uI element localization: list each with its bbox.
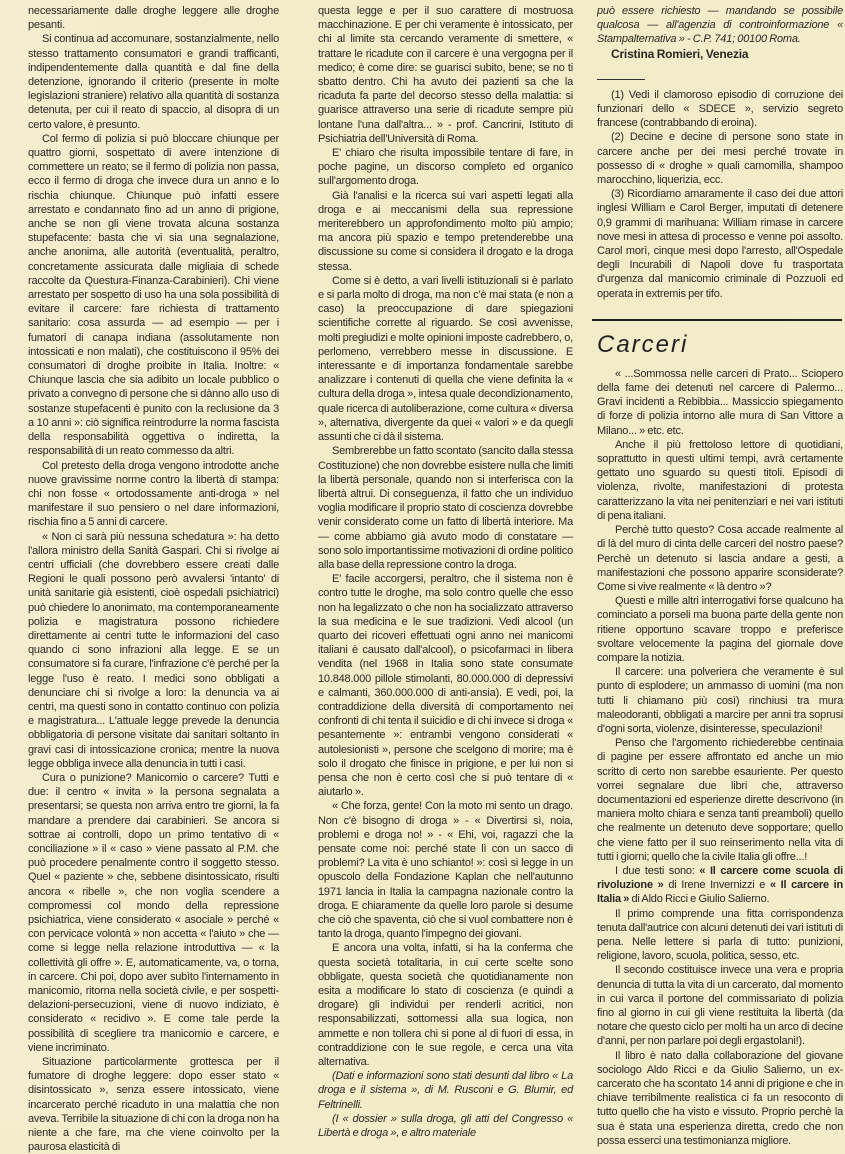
- column-2: [318, 4, 573, 1140]
- footnote-divider: [597, 79, 645, 80]
- paragraph: Anche il più frettoloso lettore di quotidiani, soprattutto in questi ultimi tempi, avrà certamente gettato uno sguardo su questi titoli. Episodi di violenza, rivolte, manifestazioni di protesta caratterizzano la vita nei penitenziari e nei vari istituti di pena italiani.: [597, 438, 843, 522]
- paragraph: necessariamente dalle droghe leggere alle droghe pesanti.: [28, 5, 279, 32]
- paragraph: Col pretesto della droga vengono introdotte anche nuove gravissime norme contro la libertà di stampa: chi non fosse « ortodossamente anti-droga » nel manifestare il suo pensiero o nel dare informazioni, rischia fino a 5 anni di carcere.: [28, 459, 279, 529]
- paragraph: Già l'analisi e la ricerca sui vari aspetti legati alla droga e ai meccanismi della sua repressione meriterebbero un approfondimento molto più ampio; ma ancora più spazio e tempo pretenderebbe una discussione su come si considera il drogato e la droga stessa.: [318, 189, 573, 273]
- paragraph: Penso che l'argomento richiederebbe centinaia di pagine per essere affrontato ed anche un mio scritto di certo non sarebbe esauriente. Per questo vorrei segnalare due libri che, attraverso documentazioni ed esperienze dirette descrivono (in maniera molto chiara e senza tanti preamboli) quello che realmente un detenuto deve sopportare; quello che viene fatto per il suo reinserimento nella vita di tutti i giorni; quello che la civile Italia gli offre...!: [597, 737, 843, 863]
- book-author: di Irene Invernizzi e: [668, 879, 766, 892]
- section-divider: [592, 319, 842, 321]
- source-note-end: può essere richiesto — mandando se possibile qualcosa — all'agenzia di controinformazione « Stampalternativa » - C.P. 741; 00100 Roma.: [597, 5, 843, 46]
- paragraph: Cura o punizione? Manicomio o carcere? Tutti e due: il centro « invita » la persona segnalata a presentarsi; se questa non arriva entro tre giorni, la fa mandare a prendere dai carabinieri. Se ancora si sottrae ai controlli, dopo un primo tentativo di « conciliazione » il « caso » viene passato al P.M. che può procedere penalmente contro il soggetto stesso. Quel « paziente » che, sebbene disintossicato, risulti ancora « ribelle », che non voglia scendere a compromessi col mondo della repressione psichiatrica, viene considerato « asociale » perché « con pervicace volontà » non accetta « l'aiuto » che — come si legge nella relazione introduttiva — « la collettività gli offre ». E, automaticamente, va, o torna, in carcere. Chi poi, dopo aver subìto l'internamento in manicomio, ritorna nella società civile, e per sospetti-delazioni-persecuzioni, viene di nuovo indiziato, è considerato « recidivo ». E come tale perde la possibilità di scegliere tra manicomio e carcere, e viene incriminato.: [28, 771, 279, 1054]
- footnote: (1) Vedi il clamoroso episodio di corruzione dei funzionari dello « SDECE », servizio segreto francese (contrabbando di eroina).: [597, 88, 843, 130]
- paragraph: Il primo comprende una fitta corrispondenza tenuta dall'autrice con alcuni detenuti dei vari istituti di pena. Nelle lettere si parla di tutto: punizioni, religione, lavoro, scuola, politica, sesso, etc.: [597, 907, 843, 963]
- carceri-article: [597, 367, 843, 1148]
- paragraph: questa legge e per il suo carattere di mostruosa macchinazione. E per chi veramente è intossicato, per chi al limite sta cercando veramente di smettere, « trattare le ricadute con il carcere è una vergogna per il medico; è come dire: se guarisci subito, bene; se no ti sbatto dentro. Chi ha avuto dei pazienti sa che la ricaduta fa parte del decorso stesso della malattia: si guarisce attraverso una serie di ricadute sempre più lontane l'una dall'altra... » - prof. Cancrini, Istituto di Psichiatria dell'Università di Roma.: [318, 5, 573, 145]
- book-author: di Aldo Ricci e Giulio Salierno.: [631, 893, 770, 906]
- book-title: « Il carcere come scuola di rivoluzione »: [597, 864, 844, 892]
- paragraph: Questi e mille altri interrogativi forse qualcuno ha cominciato a porseli ma buona parte della gente non ritiene opportuno scavare troppo e preferisce svoltare velocemente la pagina del giornale dove compare la notizia.: [597, 595, 843, 664]
- books-intro: I due testi sono:: [615, 864, 695, 877]
- paragraph: Il libro è nato dalla collaborazione del giovane sociologo Aldo Ricci e da Giulio Salierno, un ex-carcerato che ha scontato 14 anni di prigione e che in chiave terribilmente realistica ci fa un resoconto di tutto quello che ha visto e vissuto. Proprio perchè la sua è stata una esperienza diretta, credo che non possa esserci una testimonianza migliore.: [597, 1049, 843, 1147]
- source-note: (Dati e informazioni sono stati desunti dal libro « La droga e il sistema », di M. Rusconi e G. Blumir, ed Feltrinelli.: [318, 1070, 573, 1111]
- column-3: [597, 4, 843, 1148]
- paragraph: Perchè tutto questo? Cosa accade realmente al di là del muro di cinta delle carceri del nostro paese? Perchè un detenuto si lascia andare a gesti, a manifestazioni che possono apparire sconsiderate? Come si vive realmente « là dentro »?: [597, 524, 843, 593]
- paragraph: Situazione particolarmente grottesca per il fumatore di droghe leggere: dopo esser stato « disintossicato », senza essere intossicato, viene incarcerato perché ricaduto in una malattia che non aveva. Terribile la situazione di chi con la droga non ha niente a che fare, ma che viene coinvolto per la paurosa elasticità di: [28, 1056, 279, 1154]
- author-signature: Cristina Romieri, Venezia: [611, 46, 749, 61]
- book-title: « Il carcere in Italia »: [597, 879, 844, 906]
- source-note: (I « dossier » sulla droga, gli atti del Congresso « Libertà e droga », e altro materiale: [318, 1112, 573, 1140]
- paragraph: E' chiaro che risulta impossibile tentare di fare, in poche pagine, un discorso completo ed organico sull'argomento droga.: [318, 147, 573, 188]
- footnotes: [597, 88, 843, 301]
- footnote: (3) Ricordiamo amaramente il caso dei due attori inglesi William e Carol Berger, imputati di detenere 0,9 grammi di marihuana: William rimase in carcere nove mesi in attesa di processo e venne poi assolto. Carol morì, cinque mesi dopo l'arresto, all'Ospedale degli Incurabili di Napoli dove fu trasportata d'urgenza dal manicomio criminale di Pozzuoli ed operata in extremis per tifo.: [597, 188, 843, 300]
- paragraph: « ...Sommossa nelle carceri di Prato... Sciopero della fame dei detenuti nel carcere di Palermo... Gravi incidenti a Rebibbia... Massiccio spiegamento di forze di polizia intorno alle mura di San Vittore a Milano... » etc. etc.: [597, 367, 843, 437]
- paragraph: Il carcere: una polveriera che veramente è sul punto di esplodere; un ammasso di uomini (ma non tutti li chiamano più così) rinchiusi tra mura maleodoranti, obbligati a marcire per anni tra soprusi d'ogni sorta, violenze, disinteresse, speculazioni!: [597, 666, 843, 735]
- paragraph: Come si è detto, a vari livelli istituzionali si è parlato e si parla molto di droga, ma non c'è mai stata (e non a caso) la preoccupazione di dare spiegazioni scientifiche corrette al riguardo. Se così avvenisse, molti pregiudizi e molte opinioni imposte cadrebbero, o, perlomeno, verrebbero messe in discussione. E interessante e di importanza fondamentale sarebbe analizzare i contenuti di quella che viene definita la « cultura della droga », intesa quale decondizionamento, quale ricerca di autoliberazione, come cultura « diversa », alternativa, divergente da quei « valori » e da quegli assunti che ci dà il sistema.: [318, 274, 573, 444]
- paragraph: E ancora una volta, infatti, si ha la conferma che questa società totalitaria, in cui certe scelte sono obbligate, questa società che quotidianamente non esita a modificare lo stato di coscienza (e quindi a drogare) gli individui per renderli acritici, non responsabilizzati, sottomessi alla sua logica, non ammette e non tollera chi si pone al di fuori di essa, in contraddizione con le sue regole, e cerca una vita alternativa.: [318, 942, 573, 1069]
- paragraph: « Non ci sarà più nessuna schedatura »: ha detto l'allora ministro della Sanità Gaspari. Chi si rivolge ai centri ufficiali (che dovrebbero essere creati dalle Regioni le quali possono però avvalersi 'intanto' di unità sanitarie già esistenti, cioè ospedali psichiatrici) può chiedere lo anonimato, ma contemporaneamente polizia e magistratura possono richiedere direttamente ai centri tutte le informazioni del caso quando ci sono infrazioni alla legge. E se un consumatore si fa curare, l'infrazione c'è perché per la legge l'uso è reato. I medici sono obbligati a denunciare chi si rivolge a loro: la denuncia va ai centri, ma questi sono in contatto continuo con polizia e magistratura... L'attuale legge prevede la denuncia obbligatoria di persone visitate dai sanitari soltanto in gravi casi di intossicazione cronica; mentre la nuova legge obbliga invece alla denuncia in tutti i casi.: [28, 530, 279, 770]
- paragraph: Il secondo costituisce invece una vera e propria denuncia di tutta la vita di un carcerato, dal momento in cui varca il portone del commissariato di polizia fino al giorno in cui gli viene restituita la libertà (da notare che questo ciclo per molti ha un arco di decine d'anni, per non parlare poi degli ergastolani!).: [597, 964, 843, 1048]
- column-1: [28, 4, 279, 1154]
- footnote: (2) Decine e decine di persone sono state in carcere anche per dei mesi perché trovate in possesso di « droghe » quali camomilla, shampoo marocchino, liquerizia, ecc.: [597, 131, 843, 187]
- paragraph: E' facile accorgersi, peraltro, che il sistema non è contro tutte le droghe, ma solo contro quelle che esso non ha legalizzato o che non ha socializzato attraverso la sua medicina e le sue tradizioni. Vedi alcool (un quarto dei ricoveri effettuati ogni anno nei manicomi italiani è causato dall'alcool), o psicofarmaci in libera vendita (nel 1968 in Italia sono state consumate 10.848.000 pillole stimolanti, 80.000.000 di depressivi e calmanti, 360.000.000 di anti-ansia). E vedi, poi, la contraddizione della diversità di comportamento nei confronti di chi tenta il suicidio e di chi invece si droga « pesantemente »: entrambi vengono considerati « autolesionisti », persone che scelgono di morire; ma è solo il drogato che finisce in prigione, e per lui non si pensa che non è certo così che si può tentare di « aiutarlo ».: [318, 573, 573, 799]
- books-paragraph: [597, 864, 843, 907]
- paragraph: Si continua ad accomunare, sostanzialmente, nello stesso trattamento consumatori e grandi trafficanti, indipendentemente dalla quantità e dal fine della detenzione, ignorando il criterio (presente in molte legislazioni straniere) relativo alla quantità di sostanza detenuta, per cui il reato di spaccio, al disopra di un certo valore, è presunto.: [28, 33, 279, 131]
- paragraph: Col fermo di polizia si può bloccare chiunque per quattro giorni, sospettato di avere intenzione di commettere un reato; se il fermo di polizia non passa, ecco il fermo di droga che invece dura un anno e lo rischia chiunque. Chiunque può infatti essere arrestato e condannato fino ad un anno di prigione, anche se non gli viene trovata alcuna sostanza stupefacente: basta che vi sia una segnalazione, anche anonima, alle autorità (eventualità, peraltro, concretamente assicurata dalle migliaia di schede raccolte da Questura-Finanza-Carabinieri). Chi viene arrestato per sospetto di uso ha una sola possibilità di evitare il carcere: fare richiesta di trattamento sanitario: cosa assurda — ad esempio — per i fumatori di canapa indiana (assolutamente non intossicati e non malati), che costituiscono il 95% dei consumatori di droghe proibite in Italia. Inoltre: « Chiunque lascia che sia adibito un locale pubblico o privato a convegno di persone che si dànno allo uso di sostanze stupefacenti è punito con la reclusione da 3 a 10 anni »: ciò significa reintrodurre la norma fascista della responsabilità oggettiva o indiretta, la responsabilità di un reato commesso da altri.: [28, 132, 279, 458]
- paragraph: Sembrerebbe un fatto scontato (sancito dalla stessa Costituzione) che non dovrebbe esistere nulla che limiti la libertà personale, quando non si interferisca con la libertà altrui. Di conseguenza, il fatto che un individuo voglia modificare il proprio stato di coscienza dovrebbe venir considerato come un fatto di libertà interiore. Ma — come abbiamo già avuto modo di constatare — sono solo importantissime motivazioni di ordine politico alla base della repressione contro la droga.: [318, 445, 573, 571]
- section-title: Carceri: [597, 330, 689, 358]
- paragraph: « Che forza, gente! Con la moto mi sento un drago. Non c'è bisogno di droga » - « Divertirsi sì, noia, problemi e droga no! » - « Ehi, voi, ragazzi che la pensate come noi: perché state lì con un sacco di problemi? La vita è uno schianto! »: così si legge in un opuscolo della Fondazione Kaplan che nell'autunno 1971 lancia in Italia la campagna nazionale contro la droga. E chiaramente da quelle loro parole si desume che ciò che spaventa, ciò che si vuol combattere non è tanto la droga, quanto l'impegno dei giovani.: [318, 800, 573, 941]
